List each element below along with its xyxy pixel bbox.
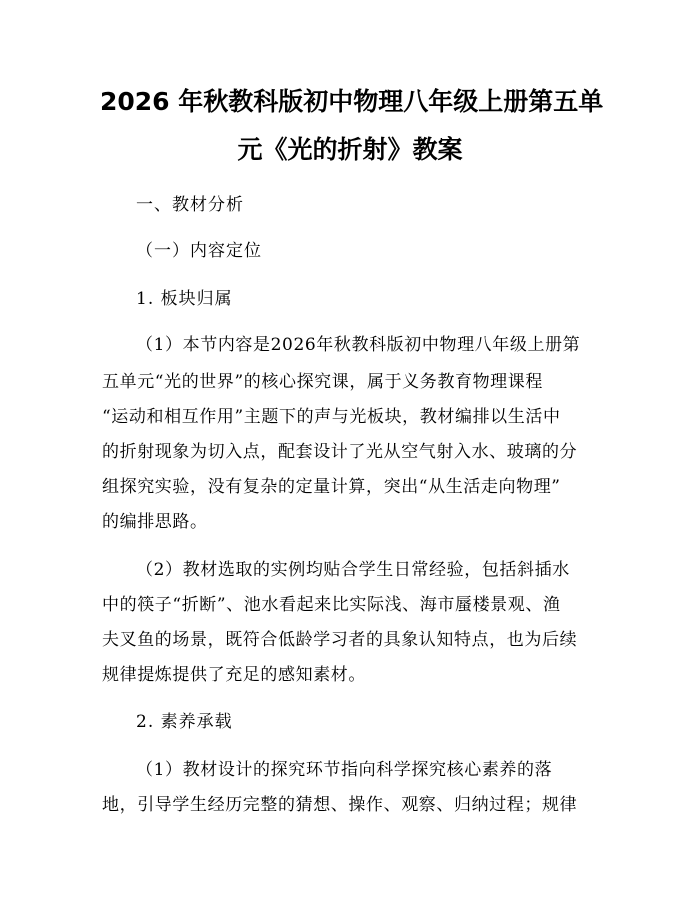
item-heading-2: 2. 素养承载 <box>136 712 233 732</box>
paragraph-1-line-2: 五单元“光的世界”的核心探究课，属于义务教育物理课程 <box>102 372 543 392</box>
paragraph-1-line-1: （1）本节内容是2026年秋教科版初中物理八年级上册第 <box>136 335 581 355</box>
paragraph-2-line-3: 夫叉鱼的场景，既符合低龄学习者的具象认知特点，也为后续 <box>102 630 578 650</box>
paragraph-2-line-2: 中的筷子“折断”、池水看起来比实际浅、海市蜃楼景观、渔 <box>102 595 561 615</box>
subsection-heading: （一）内容定位 <box>136 241 262 261</box>
paragraph-3-line-1: （1）教材设计的探究环节指向科学探究核心素养的落 <box>136 760 553 780</box>
document-title-line-2: 元《光的折射》教案 <box>237 135 463 164</box>
paragraph-2-line-1: （2）教材选取的实例均贴合学生日常经验，包括斜插水 <box>136 560 570 580</box>
paragraph-1-line-6: 的编排思路。 <box>102 512 208 532</box>
paragraph-3-line-2: 地，引导学生经历完整的猜想、操作、观察、归纳过程；规律 <box>102 795 578 815</box>
paragraph-1-line-4: 的折射现象为切入点，配套设计了光从空气射入水、玻璃的分 <box>102 442 578 462</box>
document-title-line-1: 2026 年秋教科版初中物理八年级上册第五单 <box>100 87 604 116</box>
section-heading: 一、教材分析 <box>136 195 244 215</box>
paragraph-1-line-3: “运动和相互作用”主题下的声与光板块，教材编排以生活中 <box>102 407 561 427</box>
item-heading-1: 1. 板块归属 <box>136 289 233 309</box>
paragraph-2-line-4: 规律提炼提供了充足的感知素材。 <box>102 665 366 685</box>
paragraph-1-line-5: 组探究实验，没有复杂的定量计算，突出“从生活走向物理” <box>102 477 561 497</box>
